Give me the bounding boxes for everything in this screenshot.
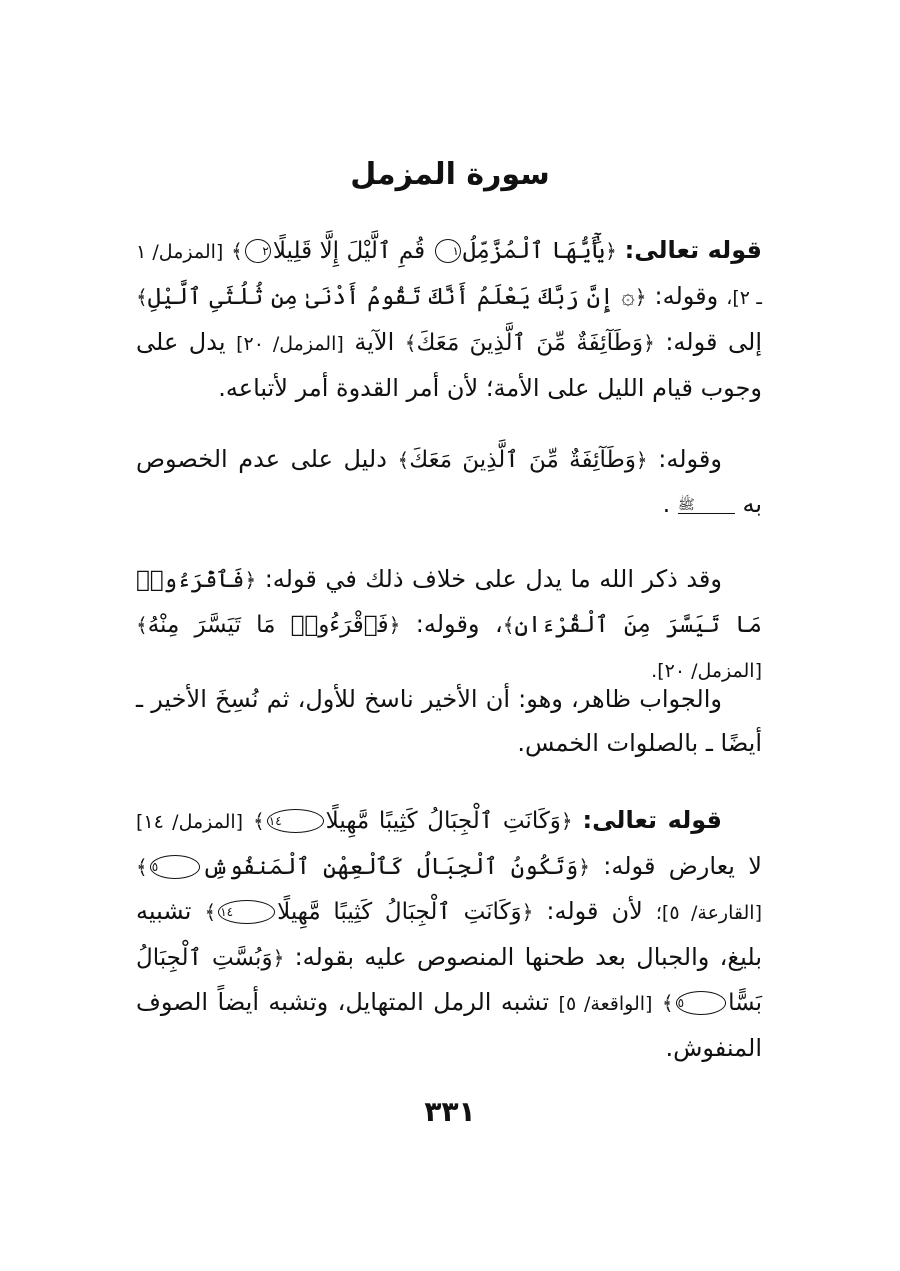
verse-reference: [المزمل/ ٢٠].	[651, 660, 762, 682]
body-text: تشبه الرمل المتهايل، وتشبه أيضاً الصوف المنفوش.	[136, 988, 762, 1062]
body-text: وقوله:	[654, 282, 719, 310]
body-text: دليل على عدم الخصوص به	[136, 445, 762, 518]
verse-reference: [المزمل/ ١٤]	[136, 811, 244, 833]
ornate-bracket-open: ﴿	[634, 285, 647, 309]
ayah-number-marker: ٥	[676, 991, 726, 1015]
quran-verse: وَكَانَتِ ٱلْجِبَالُ كَثِيبًا مَّهِيلًا	[325, 808, 561, 834]
paragraph-mountains-simile	[136, 798, 762, 1070]
quran-verse: وَبُسَّتِ ٱلْجِبَالُ بَسًّا	[136, 945, 762, 1016]
ornate-bracket-close: ﴾	[661, 991, 674, 1015]
paragraph-recite-what-is-easy	[136, 557, 762, 693]
lead-phrase: قوله تعالى:	[624, 236, 762, 264]
ornate-bracket-close: ﴾	[136, 613, 148, 637]
ayah-number-marker: ٢	[245, 239, 271, 263]
ornate-bracket-close: ﴾	[204, 900, 217, 924]
body-text: تشبيه بليغ، والجبال بعد طحنها المنصوص عليه بقوله:	[136, 897, 762, 971]
paragraph-muzzammil-night-prayer	[136, 228, 762, 410]
ayah-number-marker: ١	[435, 239, 461, 263]
verse-reference: [المزمل/ ١ ـ ٢]،	[136, 241, 762, 309]
quran-verse: فَٱقْرَءُوا۟ مَا تَيَسَّرَ مِنْهُ	[147, 612, 389, 638]
ornate-bracket-open: ﴿	[521, 900, 534, 924]
paragraph-answer-abrogation: والجواب ظاهر، وهو: أن الأخير ناسخ للأول، ثم نُسِخَ الأخير ـ أيضًا ـ بالصلوات الخمس.	[136, 685, 762, 757]
ayah-number-marker: ١٤	[218, 900, 275, 924]
verse-reference: [المزمل/ ٢٠]	[236, 333, 344, 355]
lead-phrase: قوله تعالى:	[582, 806, 722, 834]
chapter-title: سورة المزمل	[350, 157, 550, 192]
ornate-bracket-open: ﴿	[578, 855, 590, 879]
quran-verse: فَٱقْرَءُوا۟ مَا تَيَسَّرَ مِنَ ٱلْقُرْءَانِ	[136, 567, 762, 638]
ornate-bracket-close: ﴾	[136, 855, 148, 879]
ornate-bracket-open: ﴿	[605, 239, 617, 263]
end-punctuation: .	[662, 490, 671, 518]
quran-verse: يَٰٓأَيُّهَا ٱلْمُزَّمِّلُ	[462, 238, 606, 264]
ornate-bracket-open: ﴿	[635, 448, 648, 472]
quran-verse: وَكَانَتِ ٱلْجِبَالُ كَثِيبًا مَّهِيلًا	[277, 899, 522, 925]
body-text: لا يعارض قوله:	[603, 852, 762, 880]
ornate-bracket-close: ﴾	[404, 331, 417, 355]
quran-verse: قُمِ ٱلَّيْلَ إِلَّا قَلِيلًا	[272, 238, 426, 264]
body-text: وقوله:	[658, 445, 722, 473]
body-text: ، وقوله:	[415, 610, 503, 638]
ayah-number-marker: ٥	[150, 855, 200, 879]
ornate-bracket-open: ﴿	[272, 946, 285, 970]
ornate-bracket-open: ﴿	[643, 331, 655, 355]
ornate-bracket-close: ﴾	[502, 613, 515, 637]
body-text: يدل على وجوب قيام الليل على الأمة؛ لأن أمر القدوة أمر لأتباعه.	[136, 328, 762, 402]
ornate-bracket-close: ﴾	[397, 448, 410, 472]
body-text: الآية	[354, 328, 395, 356]
verse-reference: [القارعة/ ٥]؛	[655, 902, 762, 924]
salawat-ligature: ﷺ	[678, 497, 735, 514]
ornate-bracket-open: ﴿	[244, 568, 257, 592]
quran-verse: وَطَآئِفَةٌ مِّنَ ٱلَّذِينَ مَعَكَ	[416, 330, 644, 356]
ornate-bracket-close: ﴾	[136, 285, 148, 309]
quran-verse: وَطَآئِفَةٌ مِّنَ ٱلَّذِينَ مَعَكَ	[409, 447, 636, 473]
body-text: لأن قوله:	[546, 897, 643, 925]
page-number: ٣٣١	[424, 1095, 476, 1128]
verse-reference: [الواقعة/ ٥]	[558, 993, 653, 1015]
body-text: وقد ذكر الله ما يدل على خلاف ذلك في قوله:	[264, 565, 722, 593]
body-text: إلى قوله:	[665, 328, 762, 356]
paragraph-not-exclusive	[136, 437, 762, 526]
ayah-number-marker: ١٤	[267, 809, 324, 833]
ornate-bracket-close: ﴾	[231, 239, 243, 263]
ornate-bracket-open: ﴿	[560, 809, 573, 833]
quran-verse: وَتَكُونُ ٱلْجِبَالُ كَٱلْعِهْنِ ٱلْمَنفُوشِ	[202, 854, 579, 880]
quran-verse: ۞ إِنَّ رَبَّكَ يَعْلَمُ أَنَّكَ تَقُومُ أَدْنَىٰ مِن ثُلُثَىِ ٱلَّيْلِ	[147, 284, 635, 310]
ornate-bracket-open: ﴿	[388, 613, 401, 637]
ornate-bracket-close: ﴾	[253, 809, 265, 833]
